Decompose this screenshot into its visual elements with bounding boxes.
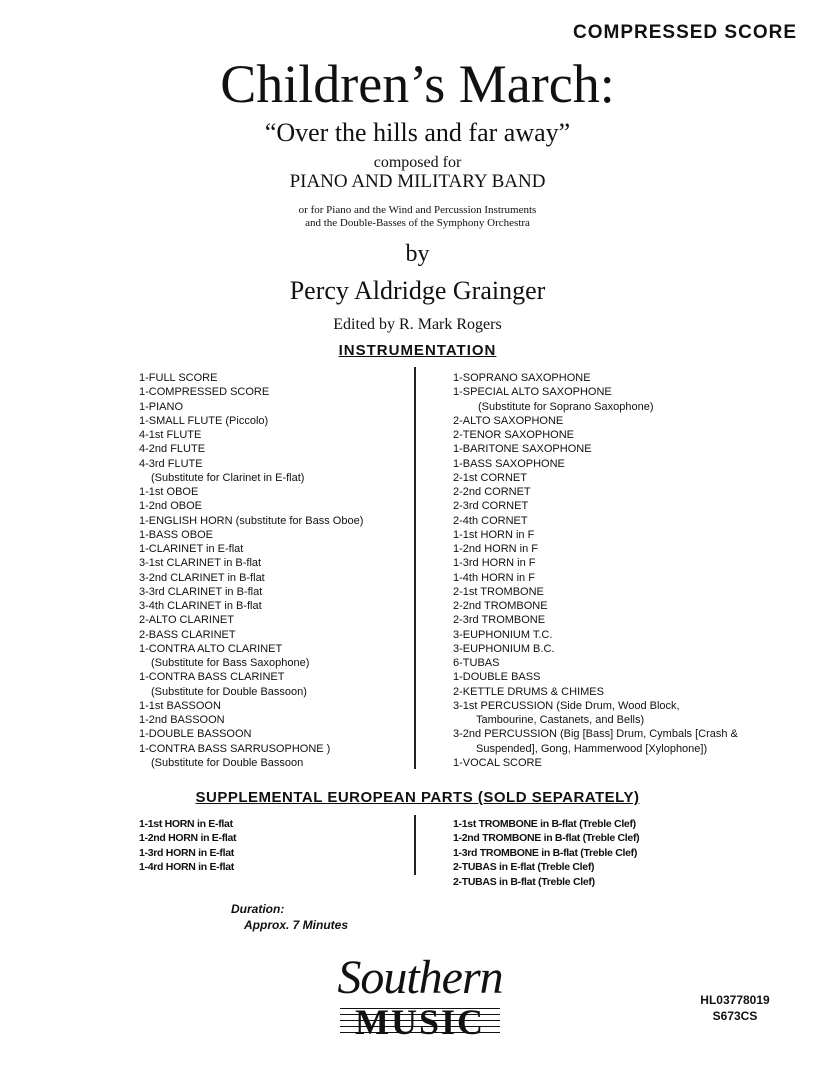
list-item: 2-3rd TROMBONE	[453, 614, 546, 627]
column-divider	[414, 367, 416, 769]
list-item: 1-3rd HORN in E-flat	[139, 846, 234, 859]
duration-value: Approx. 7 Minutes	[244, 918, 349, 932]
list-item: 1-2nd HORN in E-flat	[139, 832, 237, 845]
composer-name: Percy Aldridge Grainger	[289, 276, 546, 305]
list-item: 2-2nd TROMBONE	[453, 600, 548, 612]
list-item: 1-3rd TROMBONE in B-flat (Treble Clef)	[453, 846, 638, 859]
list-item: 1-1st BASSOON	[139, 699, 221, 712]
list-item: 1-ENGLISH HORN (substitute for Bass Oboe)	[139, 514, 364, 527]
list-item: 1-2nd HORN in F	[453, 543, 538, 555]
list-item: 1-2nd BASSOON	[139, 714, 225, 726]
list-item: 1-VOCAL SCORE	[453, 756, 542, 769]
list-item: 1-2nd TROMBONE in B-flat (Treble Clef)	[453, 832, 640, 845]
by-text: by	[405, 241, 430, 267]
list-item: 1-4rd HORN in E-flat	[139, 861, 234, 874]
list-item: 1-SPECIAL ALTO SAXOPHONE	[453, 386, 612, 399]
product-code: HL03778019	[700, 993, 770, 1007]
list-item: 2-TUBAS in B-flat (Treble Clef)	[453, 875, 595, 888]
list-item: 1-CONTRA BASS CLARINET	[139, 671, 285, 684]
list-item: 1-FULL SCORE	[139, 372, 218, 384]
list-item: 1-1st HORN in E-flat	[139, 818, 233, 830]
list-item: 1-2nd OBOE	[139, 500, 202, 513]
list-item: 3-4th CLARINET in B-flat	[139, 600, 262, 612]
list-item: 3-3rd CLARINET in B-flat	[139, 585, 263, 598]
list-item: 1-1st HORN in F	[453, 528, 535, 541]
list-item: 4-3rd FLUTE	[139, 457, 203, 470]
list-item: 1-3rd HORN in F	[453, 557, 536, 570]
list-item-note: Suspended], Gong, Hammerwood [Xylophone])	[476, 742, 708, 755]
list-item-note: Tambourine, Castanets, and Bells)	[476, 714, 645, 726]
list-item: 1-SMALL FLUTE (Piccolo)	[139, 414, 269, 427]
list-item: 1-CLARINET in E-flat	[139, 543, 244, 555]
product-codes	[690, 992, 780, 1024]
list-item: 2-4th CORNET	[453, 514, 528, 527]
logo-bottom-text: MUSIC	[354, 1002, 485, 1042]
supplemental-right-column	[453, 817, 639, 889]
list-item: 2-BASS CLARINET	[139, 628, 236, 641]
list-item: 1-CONTRA ALTO CLARINET	[139, 642, 283, 655]
list-item-note: (Substitute for Clarinet in E-flat)	[151, 471, 305, 484]
supplemental-divider	[414, 815, 416, 875]
supplemental-heading: SUPPLEMENTAL EUROPEAN PARTS (SOLD SEPARATELY)	[195, 789, 640, 806]
piece-title: Children’s March:	[220, 54, 615, 114]
list-item: 1-4th HORN in F	[453, 571, 535, 584]
list-item: 2-TENOR SAXOPHONE	[453, 429, 575, 441]
list-item: 4-2nd FLUTE	[139, 443, 206, 456]
list-item: 2-1st CORNET	[453, 471, 527, 484]
alternate-line-1: or for Piano and the Wind and Percussion Instruments	[298, 204, 537, 216]
list-item: 1-BASS OBOE	[139, 528, 213, 541]
list-item: 1-1st TROMBONE in B-flat (Treble Clef)	[453, 818, 636, 830]
list-item: 3-EUPHONIUM T.C.	[453, 628, 553, 641]
list-item: 1-DOUBLE BASS	[453, 671, 541, 684]
list-item: 1-SOPRANO SAXOPHONE	[453, 372, 591, 384]
list-item-note: (Substitute for Soprano Saxophone)	[478, 400, 654, 413]
list-item: 4-1st FLUTE	[139, 429, 202, 441]
instrumentation-right-column	[453, 371, 823, 770]
list-item: 1-PIANO	[139, 400, 184, 413]
ensemble-text: PIANO AND MILITARY BAND	[289, 171, 546, 192]
list-item-note: (Substitute for Double Bassoon)	[151, 685, 307, 698]
piece-subtitle: “Over the hills and far away”	[264, 118, 571, 147]
list-item: 3-1st PERCUSSION (Side Drum, Wood Block,	[453, 699, 680, 712]
editor-credit: Edited by R. Mark Rogers	[333, 316, 502, 333]
list-item: 2-ALTO CLARINET	[139, 614, 234, 627]
list-item: 3-EUPHONIUM B.C.	[453, 642, 555, 655]
instrumentation-left-column	[139, 371, 409, 770]
duration-label: Duration:	[231, 902, 285, 916]
list-item: 1-1st OBOE	[139, 486, 199, 498]
list-item: 2-2nd CORNET	[453, 486, 531, 498]
instrumentation-heading: INSTRUMENTATION	[338, 342, 497, 359]
product-code: S673CS	[712, 1009, 758, 1023]
list-item: 2-TUBAS in E-flat (Treble Clef)	[453, 861, 595, 874]
compressed-score-label: COMPRESSED SCORE	[573, 22, 797, 43]
list-item: 6-TUBAS	[453, 657, 500, 669]
composed-for-text: composed for	[373, 154, 462, 171]
list-item: 1-BARITONE SAXOPHONE	[453, 443, 592, 456]
list-item: 2-ALTO SAXOPHONE	[453, 414, 564, 427]
list-item: 1-COMPRESSED SCORE	[139, 386, 270, 399]
list-item: 2-KETTLE DRUMS & CHIMES	[453, 685, 604, 698]
list-item-note: (Substitute for Double Bassoon	[151, 756, 304, 769]
list-item: 1-BASS SAXOPHONE	[453, 457, 565, 470]
list-item: 3-2nd PERCUSSION (Big [Bass] Drum, Cymbals [Crash &	[453, 728, 738, 741]
logo-top-text: Southern	[337, 951, 503, 1004]
list-item: 1-DOUBLE BASSOON	[139, 728, 252, 741]
supplemental-left-column	[139, 817, 236, 875]
list-item: 2-1st TROMBONE	[453, 585, 544, 598]
publisher-logo	[320, 952, 520, 1057]
list-item-note: (Substitute for Bass Saxophone)	[151, 657, 310, 669]
list-item: 3-1st CLARINET in B-flat	[139, 557, 262, 570]
list-item: 1-CONTRA BASS SARRUSOPHONE )	[139, 742, 331, 755]
list-item: 2-3rd CORNET	[453, 500, 529, 513]
list-item: 3-2nd CLARINET in B-flat	[139, 571, 265, 584]
alternate-line-2: and the Double-Basses of the Symphony Orchestra	[305, 217, 530, 229]
